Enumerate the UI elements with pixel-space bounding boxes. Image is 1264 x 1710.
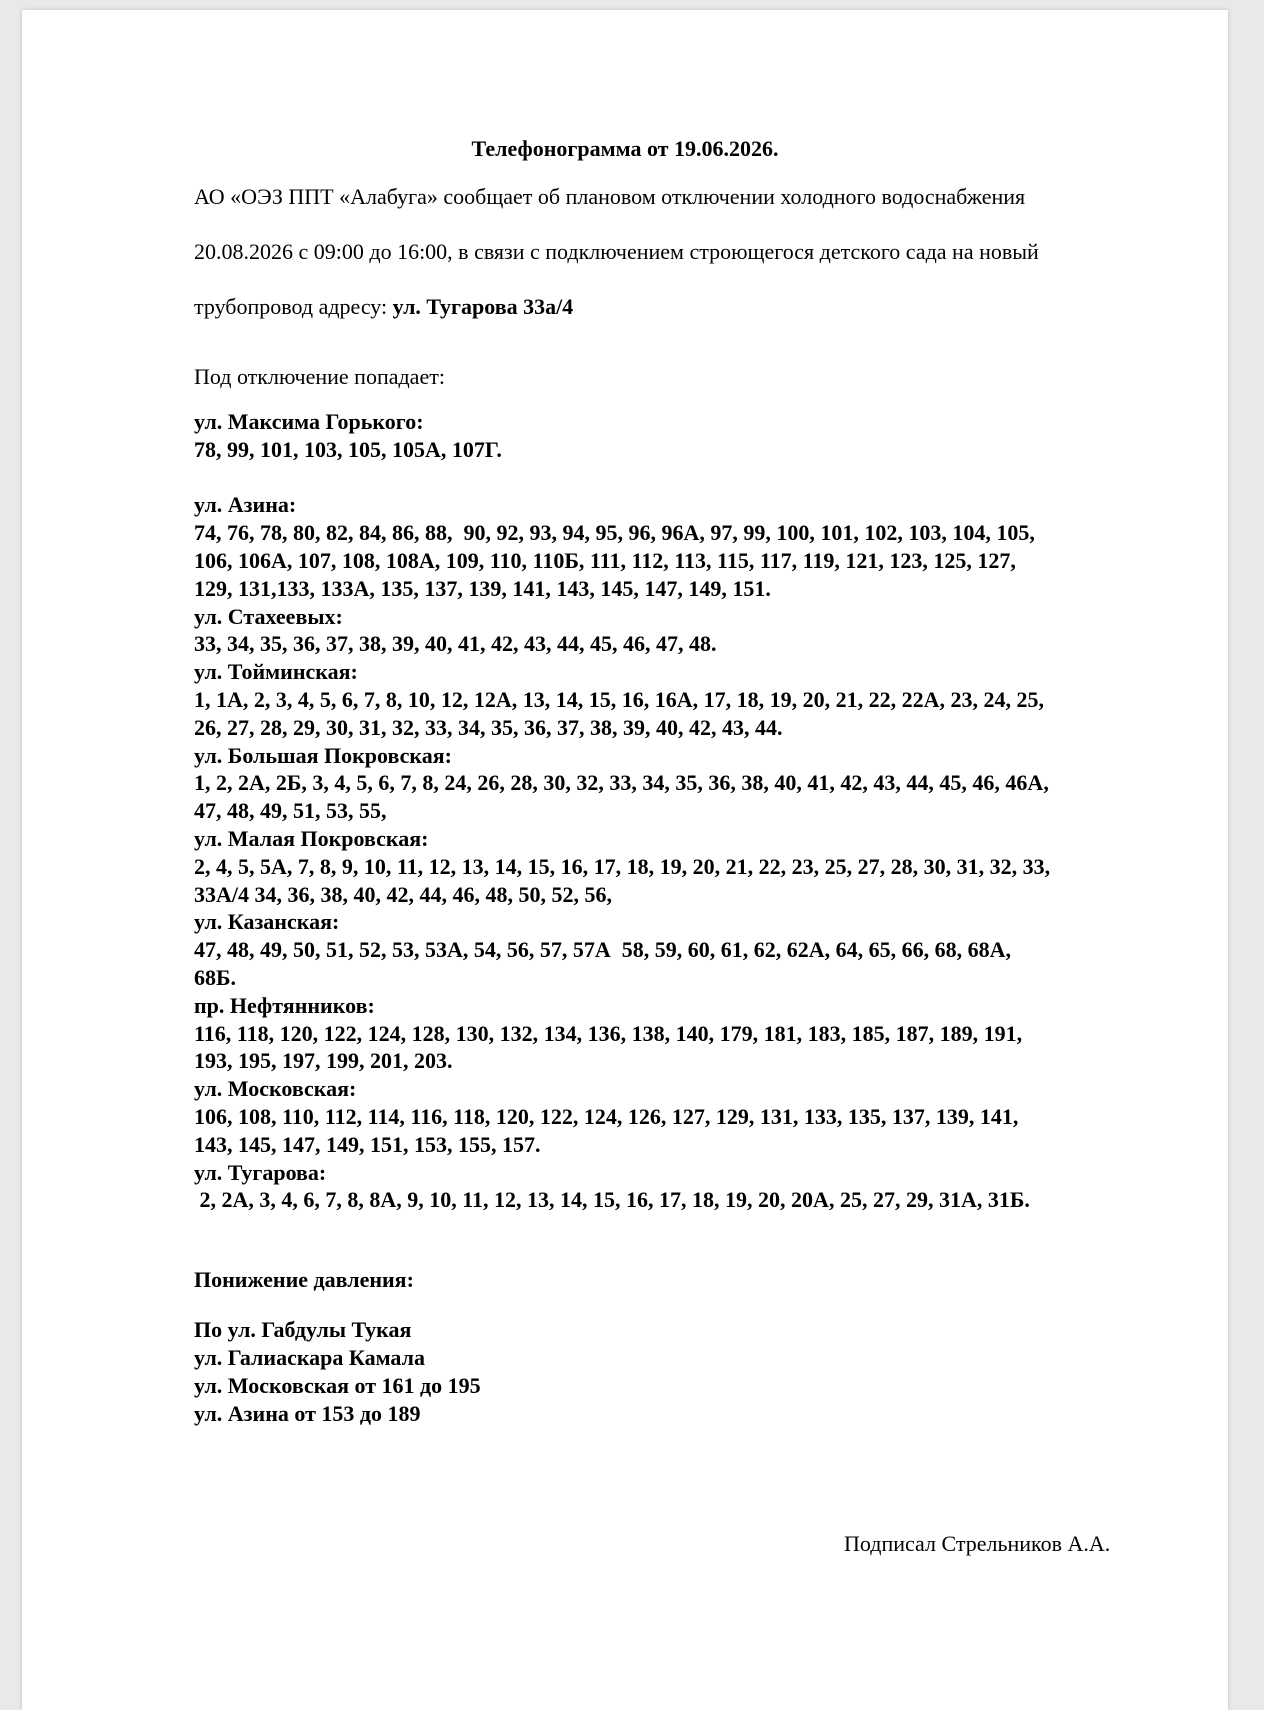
document-page bbox=[22, 10, 1228, 1710]
pressure-item: ул. Азина от 153 до 189 bbox=[194, 1401, 421, 1426]
intro-line-2: 20.08.2026 с 09:00 до 16:00, в связи с подключением строющегося детского сада на новый bbox=[194, 239, 1039, 264]
pressure-item: По ул. Габдулы Тукая bbox=[194, 1317, 412, 1342]
house-numbers: 106, 108, 110, 112, 114, 116, 118, 120, 122, 124, 126, 127, 129, 131, 133, 135, 137, 139, 141, bbox=[194, 1103, 1019, 1129]
street-name: ул. Стахеевых: bbox=[194, 603, 343, 629]
street-name: ул. Московская: bbox=[194, 1076, 357, 1102]
street-name: ул. Тойминская: bbox=[194, 659, 358, 685]
street-name: ул. Казанская: bbox=[194, 909, 340, 935]
house-numbers: 26, 27, 28, 29, 30, 31, 32, 33, 34, 35, 36, 37, 38, 39, 40, 42, 43, 44. bbox=[194, 714, 783, 740]
street-name: ул. Малая Покровская: bbox=[194, 825, 429, 851]
house-numbers: 47, 48, 49, 50, 51, 52, 53, 53А, 54, 56, 57, 57А 58, 59, 60, 61, 62, 62А, 64, 65, 66, 68, 68А, bbox=[194, 937, 1012, 963]
intro-line-1: АО «ОЭЗ ППТ «Алабуга» сообщает об плановом отключении холодного водоснабжения bbox=[194, 184, 1026, 209]
house-numbers: 116, 118, 120, 122, 124, 128, 130, 132, 134, 136, 138, 140, 179, 181, 183, 185, 187, 189, 191, bbox=[194, 1020, 1023, 1046]
house-numbers: 33А/4 34, 36, 38, 40, 42, 44, 46, 48, 50, 52, 56, bbox=[194, 881, 612, 907]
street-name: ул. Большая Покровская: bbox=[194, 742, 452, 768]
house-numbers: 78, 99, 101, 103, 105, 105А, 107Г. bbox=[194, 436, 502, 462]
house-numbers: 68Б. bbox=[194, 964, 237, 990]
intro-line-3-prefix: трубопровод адресу: bbox=[194, 294, 393, 319]
street-name: пр. Нефтянников: bbox=[194, 992, 375, 1018]
affected-heading: Под отключение попадает: bbox=[194, 364, 445, 389]
house-numbers: 33, 34, 35, 36, 37, 38, 39, 40, 41, 42, 43, 44, 45, 46, 47, 48. bbox=[194, 631, 717, 657]
intro-line-3 bbox=[194, 294, 573, 320]
document-title: Телефонограмма от 19.06.2026. bbox=[471, 136, 779, 161]
house-numbers: 47, 48, 49, 51, 53, 55, bbox=[194, 798, 387, 824]
house-numbers: 74, 76, 78, 80, 82, 84, 86, 88, 90, 92, 93, 94, 95, 96, 96А, 97, 99, 100, 101, 102, 103, 104, 105, bbox=[194, 520, 1035, 546]
pressure-heading: Понижение давления: bbox=[194, 1267, 414, 1292]
pressure-item: ул. Галиаскара Камала bbox=[194, 1345, 425, 1370]
house-numbers: 2, 2А, 3, 4, 6, 7, 8, 8А, 9, 10, 11, 12, 13, 14, 15, 16, 17, 18, 19, 20, 20А, 25, 27, 29, 31А, 31Б. bbox=[194, 1187, 1030, 1213]
pressure-section bbox=[194, 1266, 481, 1428]
target-address: ул. Тугарова 33а/4 bbox=[392, 294, 574, 319]
street-list bbox=[194, 408, 1050, 1214]
house-numbers: 2, 4, 5, 5А, 7, 8, 9, 10, 11, 12, 13, 14, 15, 16, 17, 18, 19, 20, 21, 22, 23, 25, 27, 28, 30, 31, 32, 33, bbox=[194, 853, 1051, 879]
street-name: ул. Тугарова: bbox=[194, 1159, 327, 1185]
house-numbers: 143, 145, 147, 149, 151, 153, 155, 157. bbox=[194, 1131, 541, 1157]
house-numbers: 1, 1А, 2, 3, 4, 5, 6, 7, 8, 10, 12, 12А, 13, 14, 15, 16, 16А, 17, 18, 19, 20, 21, 22, 22А, 23, 24, 25, bbox=[194, 686, 1045, 712]
house-numbers: 129, 131,133, 133А, 135, 137, 139, 141, 143, 145, 147, 149, 151. bbox=[194, 575, 771, 601]
pressure-item: ул. Московская от 161 до 195 bbox=[194, 1373, 481, 1398]
house-numbers: 1, 2, 2А, 2Б, 3, 4, 5, 6, 7, 8, 24, 26, 28, 30, 32, 33, 34, 35, 36, 38, 40, 41, 42, 43, 44, 45, 46, 46А, bbox=[194, 770, 1049, 796]
house-numbers: 106, 106А, 107, 108, 108А, 109, 110, 110Б, 111, 112, 113, 115, 117, 119, 121, 123, 125, 127, bbox=[194, 547, 1016, 573]
street-name: ул. Максима Горького: bbox=[194, 409, 424, 434]
signature: Подписал Стрельников А.А. bbox=[844, 1531, 1111, 1556]
street-name: ул. Азина: bbox=[194, 492, 297, 518]
house-numbers: 193, 195, 197, 199, 201, 203. bbox=[194, 1048, 453, 1074]
